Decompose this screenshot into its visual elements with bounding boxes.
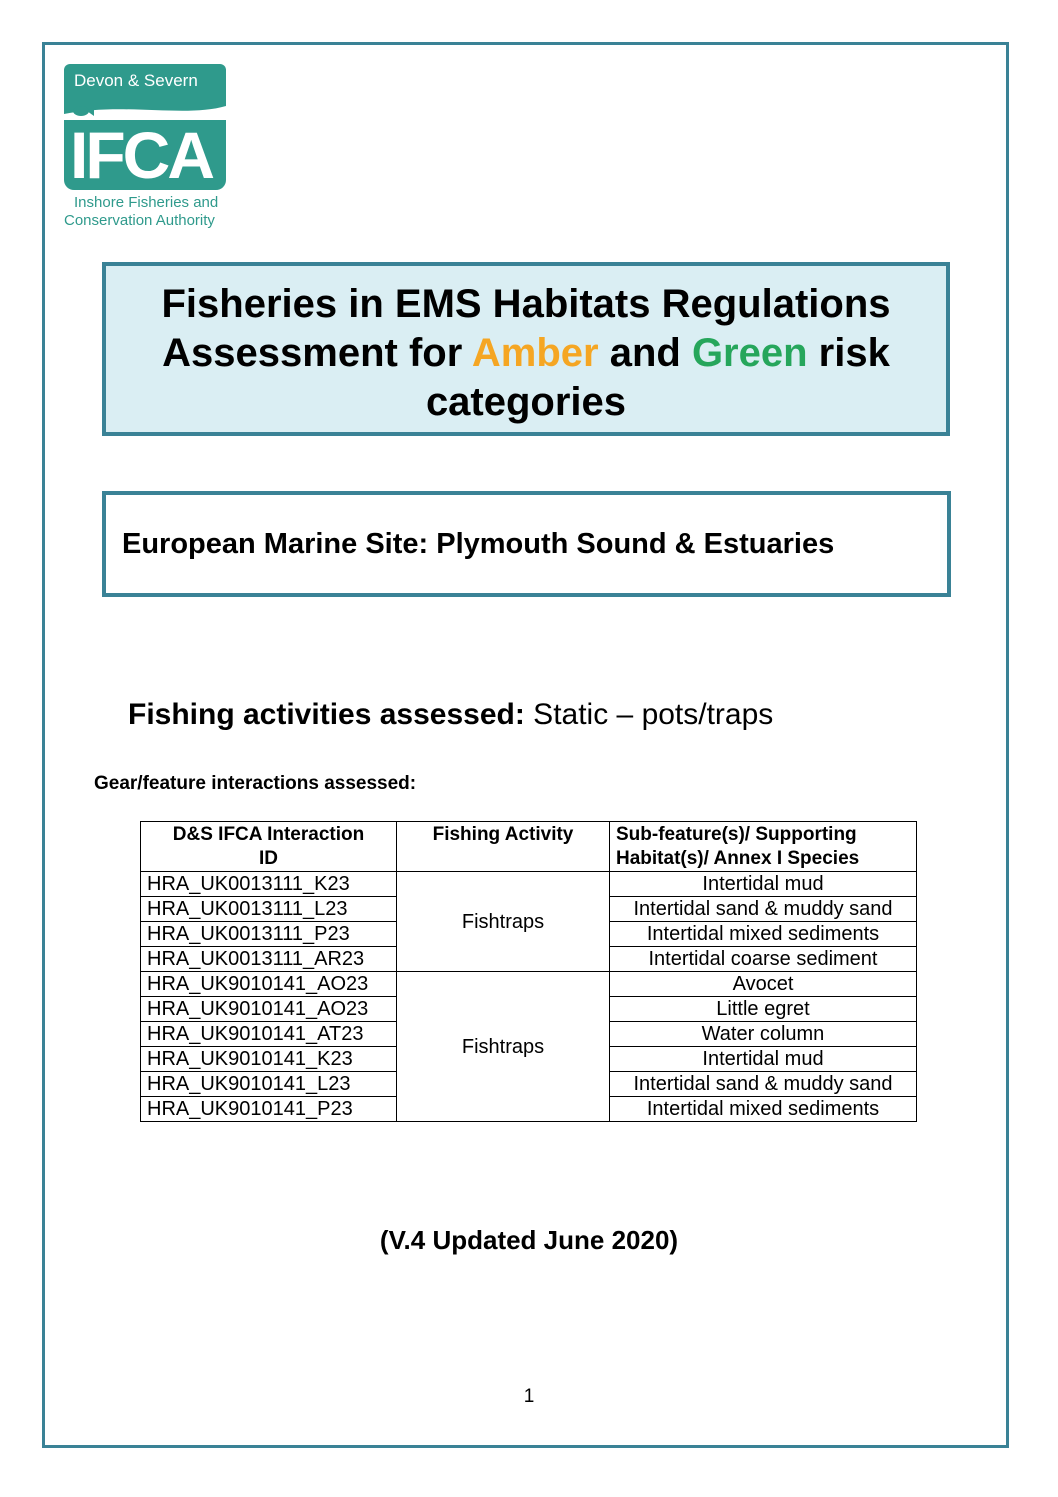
cell-interaction-id: HRA_UK9010141_K23	[141, 1047, 397, 1072]
cell-feature: Avocet	[610, 972, 917, 997]
cell-feature: Intertidal mixed sediments	[610, 922, 917, 947]
cell-feature: Water column	[610, 1022, 917, 1047]
title-amber-word: Amber	[471, 331, 599, 375]
logo-tagline	[64, 194, 218, 230]
title-line2-suffix: risk	[807, 331, 890, 375]
cell-feature: Intertidal sand & muddy sand	[610, 897, 917, 922]
header-id-line1: D&S IFCA Interaction	[172, 824, 365, 845]
cell-fishing-activity: Fishtraps	[397, 872, 610, 972]
cell-interaction-id: HRA_UK0013111_P23	[141, 922, 397, 947]
ifca-logo	[64, 64, 234, 236]
title-green-word: Green	[691, 331, 808, 375]
header-fishing-activity: Fishing Activity	[397, 822, 610, 872]
cell-feature: Intertidal coarse sediment	[610, 947, 917, 972]
title-line2	[106, 329, 946, 378]
site-label: European Marine Site: Plymouth Sound & Estuaries	[122, 528, 835, 560]
cell-interaction-id: HRA_UK9010141_AO23	[141, 972, 397, 997]
title-line1: Fisheries in EMS Habitats Regulations	[161, 282, 891, 326]
title-line2-prefix: Assessment for	[162, 331, 472, 375]
cell-interaction-id: HRA_UK0013111_AR23	[141, 947, 397, 972]
header-sub-feature	[610, 822, 917, 872]
cell-interaction-id: HRA_UK0013111_L23	[141, 897, 397, 922]
table-header-row	[141, 822, 917, 872]
logo-top-text: Devon & Severn	[74, 71, 198, 90]
header-feature-line2: Habitat(s)/ Annex I Species	[616, 848, 860, 869]
activities-label: Fishing activities assessed:	[128, 698, 525, 731]
table-row	[141, 972, 917, 997]
title-line3: categories	[425, 380, 627, 424]
logo-main-box	[64, 120, 226, 190]
version-note: (V.4 Updated June 2020)	[379, 1225, 679, 1255]
header-feature-line1: Sub-feature(s)/ Supporting	[616, 824, 857, 845]
cell-feature: Intertidal mixed sediments	[610, 1097, 917, 1122]
cell-interaction-id: HRA_UK9010141_L23	[141, 1072, 397, 1097]
document-title	[102, 262, 950, 436]
header-interaction-id	[141, 822, 397, 872]
logo-top-tab	[64, 64, 226, 102]
header-id-line2: ID	[259, 848, 278, 869]
cell-feature: Intertidal mud	[610, 872, 917, 897]
site-box	[102, 491, 951, 597]
cell-interaction-id: HRA_UK0013111_K23	[141, 872, 397, 897]
logo-main-text: IFCA	[70, 118, 212, 192]
gear-heading: Gear/feature interactions assessed:	[94, 773, 417, 794]
table-row	[141, 872, 917, 897]
activities-value: Static – pots/traps	[524, 698, 774, 731]
logo-tagline-line2: Conservation Authority	[64, 212, 215, 229]
fishing-activities	[128, 698, 773, 732]
cell-feature: Intertidal mud	[610, 1047, 917, 1072]
cell-feature: Intertidal sand & muddy sand	[610, 1072, 917, 1097]
logo-tagline-line1: Inshore Fisheries and	[74, 194, 219, 211]
cell-fishing-activity: Fishtraps	[397, 972, 610, 1122]
fish-icon	[72, 104, 94, 118]
cell-interaction-id: HRA_UK9010141_AO23	[141, 997, 397, 1022]
cell-interaction-id: HRA_UK9010141_AT23	[141, 1022, 397, 1047]
title-and-word: and	[598, 331, 692, 375]
interactions-table	[140, 821, 917, 1122]
cell-feature: Little egret	[610, 997, 917, 1022]
cell-interaction-id: HRA_UK9010141_P23	[141, 1097, 397, 1122]
page-number: 1	[523, 1386, 535, 1407]
